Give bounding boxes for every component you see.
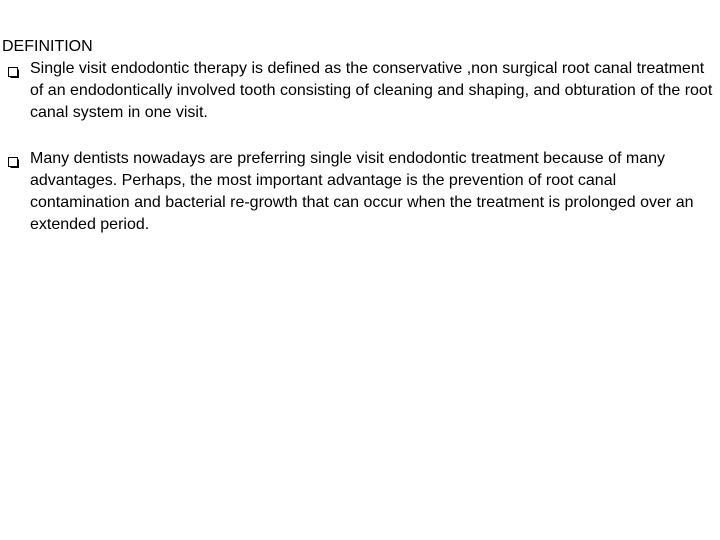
bullet-text: Many dentists nowadays are preferring single visit endodontic treatment because of many advantages. Perhaps, the most important advantage is the prevention of root canal contamination and bacterial re-growth that can occur when the treatment is prolonged over an extended period. — [30, 150, 694, 233]
bullet-item-advantages — [8, 148, 713, 236]
bullet-item-definition — [8, 58, 713, 124]
checkbox-bullet-icon — [8, 153, 19, 164]
checkbox-bullet-icon — [8, 63, 19, 74]
definition-heading: DEFINITION — [2, 38, 93, 55]
bullet-text: Single visit endodontic therapy is defined as the conservative ,non surgical root canal treatment of an endodontically involved tooth consisting of cleaning and shaping, and obturation of the root canal system in one visit. — [30, 60, 713, 121]
